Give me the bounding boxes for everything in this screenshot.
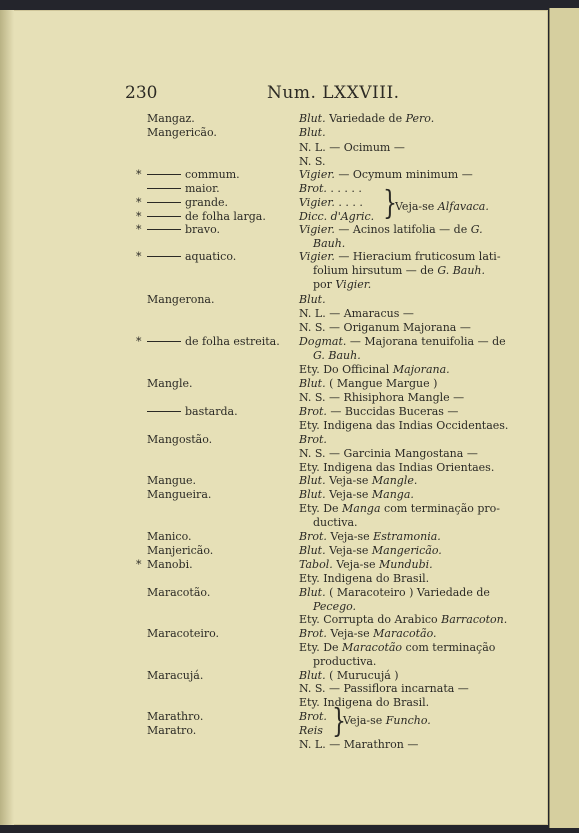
headword-text: Mangerona. — [147, 293, 215, 306]
entry-definition — [299, 530, 516, 543]
entry-definition — [299, 307, 516, 320]
definition-text: N. S. — Garcinia Mangostana — — [299, 447, 478, 460]
headword-text: Mangueira. — [147, 488, 212, 501]
definition-italic: Bauh. — [313, 237, 346, 250]
source-abbrev: Blut. — [299, 669, 326, 682]
entry-headword — [147, 196, 228, 209]
entry-headword — [147, 586, 210, 599]
definition-text: N. S. — Origanum Majorana — — [299, 321, 471, 334]
entry-definition — [299, 502, 516, 515]
definition-text: folium hirsutum — de — [313, 264, 438, 277]
entry-definition — [299, 586, 516, 599]
definition-italic: G. — [470, 223, 483, 236]
headword-text: Maracoteiro. — [147, 627, 220, 640]
entry-headword — [147, 433, 212, 446]
entry-definition — [313, 237, 530, 250]
source-abbrev: Blut. — [299, 377, 326, 390]
definition-text: — Hieracium fruticosum lati- — [334, 250, 501, 263]
definition-text: — Acinos latifolia — de — [334, 223, 471, 236]
definition-text: — Majorana tenuifolia — de — [346, 335, 506, 348]
headword-text: maior. — [185, 182, 220, 195]
entry-definition — [313, 655, 530, 668]
definition-italic: G. Bauh. — [313, 349, 361, 362]
entry-headword — [147, 544, 213, 557]
entry-star: * — [136, 210, 142, 223]
definition-text: Ety. Indigena das Indias Orientaes. — [299, 461, 495, 474]
entry-definition — [299, 682, 516, 695]
entry-definition — [299, 223, 516, 236]
headword-text: Mangaz. — [147, 112, 195, 125]
definition-italic: Pecego. — [313, 600, 357, 613]
entry-star: * — [136, 223, 142, 236]
definition-italic: Manga — [342, 502, 381, 515]
entry-definition — [299, 293, 516, 306]
entry-definition — [299, 488, 516, 501]
entry-headword — [147, 112, 195, 125]
entry-headword — [147, 488, 211, 501]
entry-headword — [147, 530, 192, 543]
entry-headword — [147, 210, 266, 223]
entry-star: * — [136, 558, 142, 571]
headword-text: Marathro. — [147, 710, 204, 723]
source-abbrev: Blut. — [299, 544, 326, 557]
headword-text: Manico. — [147, 530, 192, 543]
definition-text: N. L. — Amaracus — — [299, 307, 414, 320]
entry-headword — [147, 405, 238, 418]
entry-headword — [147, 710, 203, 723]
entry-definition — [299, 461, 516, 474]
entry-definition — [299, 182, 516, 195]
definition-text: productiva. — [313, 655, 377, 668]
entry-definition — [299, 544, 516, 557]
source-abbrev: Blut. — [299, 488, 326, 501]
headword-text: Maracotão. — [147, 586, 211, 599]
source-abbrev: Dogmat. — [299, 335, 347, 348]
definition-text: Veja-se — [325, 544, 372, 557]
entry-definition — [299, 168, 516, 181]
headword-text: aquatico. — [185, 250, 237, 263]
definition-text: Veja-se — [332, 558, 380, 571]
entry-definition — [299, 447, 516, 460]
entry-headword — [147, 669, 203, 682]
headword-text: bravo. — [185, 223, 220, 236]
entry-definition — [299, 377, 516, 390]
definition-italic: Mangericão. — [371, 544, 442, 557]
ditto-dash — [147, 216, 181, 217]
definition-text: Ety. Indigena do Brasil. — [299, 572, 430, 585]
entry-definition — [299, 669, 516, 682]
definition-italic: Vigier. — [335, 278, 372, 291]
ditto-dash — [147, 174, 181, 175]
entry-definition — [313, 600, 530, 613]
definition-text: Veja-se — [326, 627, 374, 640]
definition-text: com terminação — [402, 641, 496, 654]
source-abbrev: Brot. — [299, 182, 327, 195]
source-abbrev: Blut. — [299, 112, 326, 125]
entry-headword — [147, 168, 240, 181]
entry-definition — [299, 250, 516, 263]
source-abbrev: Brot. — [299, 627, 327, 640]
source-abbrev: Vigier. — [299, 223, 335, 236]
ditto-dash — [147, 202, 181, 203]
entry-definition — [299, 558, 516, 571]
entry-star: * — [136, 335, 142, 348]
entry-headword — [147, 293, 214, 306]
entry-definition — [299, 335, 516, 348]
entry-star: * — [136, 168, 142, 181]
entry-definition — [299, 572, 516, 585]
entry-definition — [299, 474, 516, 487]
source-abbrev: Brot. — [299, 710, 327, 723]
headword-text: bastarda. — [185, 405, 238, 418]
headword-text: de folha larga. — [185, 210, 266, 223]
definition-italic: Pero. — [405, 112, 435, 125]
definition-text: ductiva. — [313, 516, 358, 529]
brace-funcho: } — [332, 703, 346, 741]
entry-headword — [147, 474, 196, 487]
definition-text: Veja-se — [326, 530, 374, 543]
entry-definition — [313, 264, 530, 277]
definition-text: Ety. De — [299, 502, 343, 515]
brace-alfavaca: } — [383, 185, 397, 223]
definition-italic: Maracotão — [342, 641, 403, 654]
definition-text: N. S. — Passiflora incarnata — — [299, 682, 469, 695]
definition-text: Veja-se — [325, 474, 372, 487]
entry-definition — [299, 405, 516, 418]
entry-definition — [299, 126, 516, 139]
page-header — [0, 83, 548, 107]
entry-definition — [299, 419, 516, 432]
definition-italic: Barracoton. — [441, 613, 508, 626]
entry-headword — [147, 182, 220, 195]
definition-italic: Mundubi. — [379, 558, 433, 571]
entry-definition — [299, 641, 516, 654]
definition-text: ( Mangue Margue ) — [325, 377, 438, 390]
page-number: 230 — [125, 83, 158, 103]
headword-text: commum. — [185, 168, 240, 181]
entry-definition — [299, 627, 516, 640]
definition-text: ( Maracoteiro ) Variedade de — [325, 586, 490, 599]
definition-text: Ety. Indigena do Brasil. — [299, 696, 430, 709]
definition-italic: Estramonia. — [373, 530, 441, 543]
entry-definition — [313, 278, 530, 291]
entry-headword — [147, 335, 280, 348]
adjacent-page-edge — [549, 8, 579, 828]
definition-text: Ety. Indigena das Indias Occidentaes. — [299, 419, 509, 432]
source-abbrev: Tabol. — [299, 558, 333, 571]
source-abbrev: Blut. — [299, 474, 326, 487]
entry-definition — [299, 321, 516, 334]
entry-headword — [147, 558, 193, 571]
headword-text: Mangue. — [147, 474, 197, 487]
entry-star: * — [136, 250, 142, 263]
entry-headword — [147, 724, 196, 737]
brace-text-funcho: Veja-se Funcho. — [343, 714, 431, 727]
definition-text: . . . . . — [326, 182, 362, 195]
source-abbrev: Reis — [299, 724, 323, 737]
entry-headword — [147, 126, 217, 139]
definition-text: Ety. De — [299, 641, 343, 654]
entry-definition — [299, 112, 516, 125]
definition-text: Ety. Do Officinal — [299, 363, 393, 376]
definition-text: ( Murucujá ) — [325, 669, 399, 682]
definition-text: Veja-se — [325, 488, 372, 501]
ditto-dash — [147, 188, 181, 189]
definition-italic: Maracotão. — [373, 627, 437, 640]
ditto-dash — [147, 229, 181, 230]
source-abbrev: Blut. — [299, 126, 326, 139]
entry-definition — [313, 349, 530, 362]
entry-definition — [299, 391, 516, 404]
definition-italic: G. Bauh. — [437, 264, 486, 277]
entry-definition — [299, 155, 516, 168]
definition-text: com terminação pro- — [380, 502, 501, 515]
headword-text: Mangericão. — [147, 126, 217, 139]
headword-text: Manjericão. — [147, 544, 214, 557]
headword-text: Maracujá. — [147, 669, 204, 682]
headword-text: Mangostão. — [147, 433, 213, 446]
entry-headword — [147, 627, 219, 640]
entry-definition — [299, 141, 516, 154]
definition-text: — Buccidas Buceras — — [326, 405, 459, 418]
entry-star: * — [136, 196, 142, 209]
definition-text: por — [313, 278, 336, 291]
running-head: Num. LXXVIII. — [267, 83, 400, 103]
source-abbrev: Brot. — [299, 405, 327, 418]
source-abbrev: Vigier. — [299, 168, 335, 181]
definition-text: N. S. — [299, 155, 326, 168]
source-abbrev: Blut. — [299, 293, 326, 306]
book-page — [0, 10, 548, 825]
source-abbrev: Blut. — [299, 586, 326, 599]
entry-definition — [313, 516, 530, 529]
definition-text: — Ocymum minimum — — [334, 168, 473, 181]
ditto-dash — [147, 411, 181, 412]
source-abbrev: Dicc. d'Agric. — [299, 210, 375, 223]
source-abbrev: Brot. — [299, 433, 327, 446]
headword-text: Maratro. — [147, 724, 197, 737]
definition-italic: Majorana. — [392, 363, 450, 376]
source-abbrev: Vigier. — [299, 250, 335, 263]
ditto-dash — [147, 341, 181, 342]
entry-definition — [299, 613, 516, 626]
entry-headword — [147, 377, 192, 390]
definition-text: N. L. — Marathron — — [299, 738, 419, 751]
headword-text: de folha estreita. — [185, 335, 280, 348]
definition-italic: Manga. — [371, 488, 414, 501]
ditto-dash — [147, 256, 181, 257]
source-abbrev: Brot. — [299, 530, 327, 543]
definition-text: N. L. — Ocimum — — [299, 141, 405, 154]
definition-italic: Mangle. — [371, 474, 418, 487]
definition-text: N. S. — Rhisiphora Mangle — — [299, 391, 465, 404]
headword-text: Mangle. — [147, 377, 193, 390]
headword-text: Manobi. — [147, 558, 193, 571]
entry-definition — [299, 363, 516, 376]
definition-text: Ety. Corrupta do Arabico — [299, 613, 442, 626]
headword-text: grande. — [185, 196, 228, 209]
source-abbrev: Vigier. — [299, 196, 335, 209]
entry-headword — [147, 223, 220, 236]
brace-text-alfavaca: Veja-se Alfavaca. — [395, 200, 489, 213]
definition-text: Variedade de — [325, 112, 406, 125]
entry-headword — [147, 250, 236, 263]
entry-definition — [299, 433, 516, 446]
definition-text: . . . . — [334, 196, 363, 209]
